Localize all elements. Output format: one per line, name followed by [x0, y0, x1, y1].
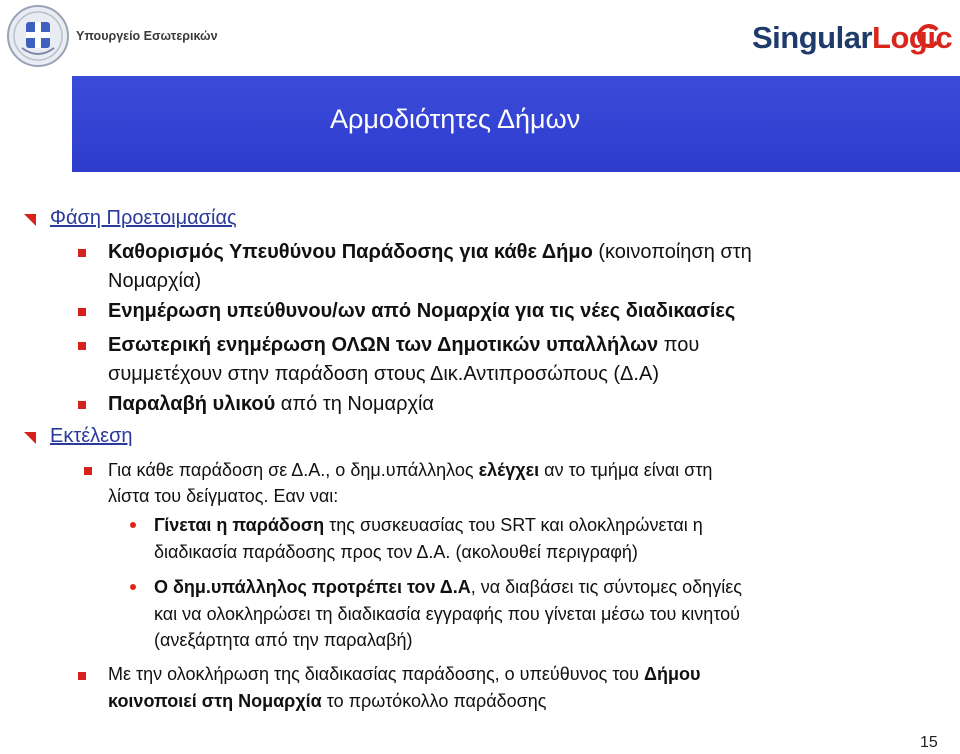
sub-bullet-1-rest: της συσκευασίας του SRT και ολοκληρώνεται η [324, 515, 703, 535]
header [0, 0, 960, 72]
sub-bullet-1-line-2: διαδικασία παράδοσης προς τον Δ.Α. (ακολουθεί περιγραφή) [154, 542, 638, 562]
logo-part-singular: Singular [752, 20, 873, 55]
sub-bullet-1-bold: Γίνεται η παράδοση [154, 515, 325, 535]
dot-bullet-icon [130, 584, 136, 590]
bullet-2 [108, 300, 735, 323]
bullet-5-text-b: αν το τμήμα είναι στη [539, 460, 713, 480]
square-bullet-icon [78, 401, 86, 409]
square-bullet-icon [84, 467, 92, 475]
bullet-6-rest: το πρωτόκολλο παράδοσης [321, 691, 547, 711]
bullet-5-text-a: Για κάθε παράδοση σε Δ.Α., ο δημ.υπάλληλος [108, 460, 479, 480]
sub-bullet-2-line-3: (ανεξάρτητα από την παραλαβή) [154, 630, 413, 650]
sub-bullet-2-bold: Ο δημ.υπάλληλος προτρέπει τον Δ.Α [154, 577, 471, 597]
logo-part-logic: Logic [872, 20, 953, 55]
triangle-bullet-icon [22, 430, 38, 446]
bullet-4-bold: Παραλαβή υλικού [108, 393, 276, 415]
ministry-name: Υπουργείο Εσωτερικών [76, 29, 218, 43]
slide-title: Αρμοδιότητες Δήμων [330, 104, 581, 134]
section-heading-preparation: Φάση Προετοιμασίας [50, 207, 237, 229]
sub-bullet-2-line-2: και να ολοκληρώσει τη διαδικασία εγγραφής που γίνεται μέσω του κινητού [154, 604, 741, 624]
banner-left-spacer [0, 76, 72, 172]
greek-emblem-icon [6, 4, 70, 68]
bullet-3-line-1 [108, 334, 699, 357]
bullet-3-bold: Εσωτερική ενημέρωση ΟΛΩΝ των Δημοτικών υπαλλήλων [108, 334, 659, 356]
c-swirl-icon [915, 22, 943, 50]
bullet-6-text: Με την ολοκλήρωση της διαδικασίας παράδοσης, ο υπεύθυνος του [108, 664, 645, 684]
bullet-6-bold-1: Δήμου [644, 664, 701, 684]
sub-bullet-2-rest: , να διαβάσει τις σύντομες οδηγίες [470, 577, 742, 597]
bullet-4-rest: από τη Νομαρχία [275, 393, 434, 415]
sub-bullet-2-line-1 [154, 577, 742, 598]
square-bullet-icon [78, 672, 86, 680]
bullet-6-line-1 [108, 664, 700, 685]
bullet-4 [108, 393, 434, 416]
section-heading-execution: Εκτέλεση [50, 425, 133, 447]
bullet-1-rest: (κοινοποίηση στη [592, 241, 752, 263]
square-bullet-icon [78, 308, 86, 316]
bullet-1-line-2: Νομαρχία) [108, 270, 202, 292]
dot-bullet-icon [130, 522, 136, 528]
square-bullet-icon [78, 342, 86, 350]
bullet-3-rest: που [658, 334, 700, 356]
bullet-6-line-2 [108, 691, 546, 712]
sub-bullet-1-line-1 [154, 515, 703, 536]
square-bullet-icon [78, 249, 86, 257]
triangle-bullet-icon [22, 212, 38, 228]
bullet-1-line-1 [108, 241, 752, 264]
bullet-3-line-2: συμμετέχουν στην παράδοση στους Δικ.Αντιπροσώπους (Δ.Α) [108, 363, 659, 385]
page-number: 15 [920, 734, 938, 751]
bullet-6-bold-2: κοινοποιεί στη Νομαρχία [108, 691, 322, 711]
bullet-5-line-1 [108, 460, 712, 481]
bullet-1-bold: Καθορισμός Υπευθύνου Παράδοσης για κάθε Δήμο [108, 241, 593, 263]
bullet-5-line-2: λίστα του δείγματος. Εαν ναι: [108, 486, 339, 506]
bullet-5-bold: ελέγχει [478, 460, 540, 480]
bullet-2-bold: Ενημέρωση υπεύθυνου/ων από Νομαρχία για τις νέες διαδικασίες [108, 300, 736, 322]
